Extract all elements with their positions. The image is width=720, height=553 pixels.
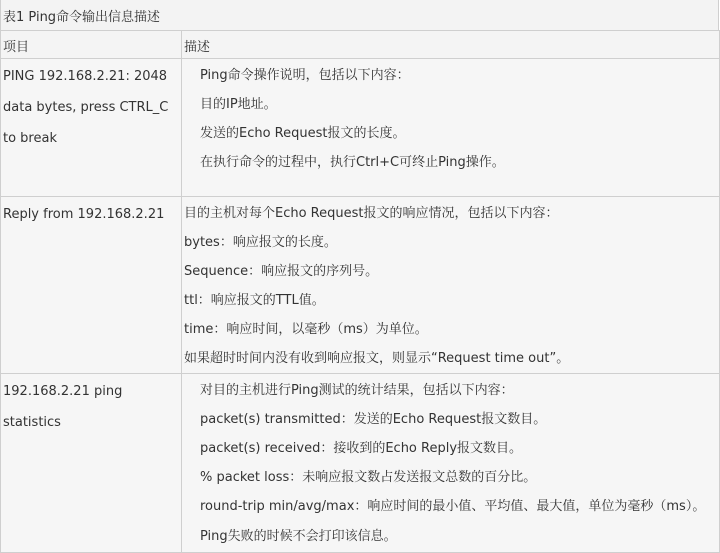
description-line: bytes：响应报文的长度。 (184, 235, 337, 250)
column-header-item: 项目 (1, 31, 182, 59)
description-line: Sequence：响应报文的序列号。 (184, 264, 379, 279)
description-line: 目的主机对每个Echo Request报文的响应情况，包括以下内容： (184, 206, 559, 221)
description-line: round-trip min/avg/max：响应时间的最小值、平均值、最大值，单位为毫秒（ms）。Ping失败的时候不会打印该信息。 (200, 499, 706, 544)
item-text: 192.168.2.21 ping statistics (3, 384, 123, 430)
description-line: 目的IP地址。 (200, 97, 277, 112)
item-text: Reply from 192.168.2.21 (3, 207, 165, 222)
description-line: 发送的Echo Request报文的长度。 (200, 126, 406, 141)
description-cell (182, 197, 720, 374)
item-cell (1, 59, 182, 197)
description-line: packet(s) received：接收到的Echo Reply报文数目。 (200, 441, 523, 456)
table-row (1, 59, 720, 197)
description-line: 在执行命令的过程中，执行Ctrl+C可终止Ping操作。 (200, 155, 505, 170)
table-caption: 表1 Ping命令输出信息描述 (0, 0, 719, 30)
column-header-description: 描述 (182, 31, 720, 59)
item-text: PING 192.168.2.21: 2048 data bytes, press CTRL_C to break (3, 69, 169, 146)
description-cell (182, 59, 720, 197)
description-line: packet(s) transmitted：发送的Echo Request报文数目。 (200, 412, 547, 427)
ping-output-table (0, 30, 720, 553)
description-line: 如果超时时间内没有收到响应报文，则显示“Request time out”。 (184, 351, 570, 366)
description-line: ttl：响应报文的TTL值。 (184, 293, 325, 308)
description-line: Ping命令操作说明，包括以下内容： (200, 68, 410, 83)
description-line: % packet loss：未响应报文数占发送报文总数的百分比。 (200, 470, 537, 485)
table-header-row (1, 31, 720, 59)
table-row (1, 197, 720, 374)
description-line: 对目的主机进行Ping测试的统计结果，包括以下内容： (200, 383, 514, 398)
item-cell (1, 197, 182, 374)
description-cell (182, 374, 720, 553)
description-line: time：响应时间，以毫秒（ms）为单位。 (184, 322, 428, 337)
item-cell (1, 374, 182, 553)
table-row (1, 374, 720, 553)
